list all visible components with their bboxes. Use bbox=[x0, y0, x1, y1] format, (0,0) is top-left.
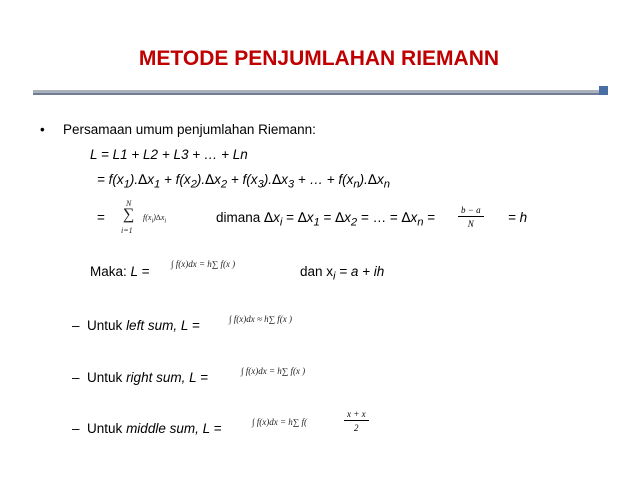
left-sum-formula: ∫ f(x)dx ≈ h∑ f(x ) bbox=[229, 314, 293, 324]
page-title: METODE PENJUMLAHAN RIEMANN bbox=[138, 47, 500, 70]
intro-text: Persamaan umum penjumlahan Riemann: bbox=[63, 122, 316, 137]
middle-sum-line: – Untuk middle sum, L = bbox=[72, 421, 222, 436]
maka-label: Maka: L = bbox=[90, 264, 150, 279]
bullet: • bbox=[40, 122, 45, 137]
title-rule-marker bbox=[599, 86, 608, 95]
right-sum-line: – Untuk right sum, L = bbox=[72, 370, 208, 385]
dan-text: dan $x_i = a$ + ih bbox=[300, 264, 385, 283]
left-sum-line: – Untuk left sum, L = bbox=[72, 318, 200, 333]
right-sum-formula: ∫ f(x)dx = h∑ f(x ) bbox=[241, 366, 306, 376]
dimana-text: dimana $\Delta x_i = \Delta x_1 = \Delta x_2$ = … = $\Delta x_n$ = bbox=[216, 210, 436, 229]
line-sum: = $f(x_1).\Delta x_1 + f(x_2).\Delta x_2 + f(x_3).\Delta x_3$ + … + $f(x_n).\Delta x_n$ bbox=[97, 172, 390, 191]
equals-h: = h bbox=[508, 210, 528, 225]
integral-formula: ∫ f(x)dx = h∑ f(x ) bbox=[171, 259, 236, 269]
fraction-b-minus-a-over-n: $\frac{b - a}{N}$ bbox=[458, 205, 484, 229]
eq-prefix: = bbox=[97, 210, 105, 225]
middle-sum-formula: ∫ f(x)dx = h∑ f( bbox=[252, 417, 307, 427]
middle-fraction: $\frac{x + x}{2}$ bbox=[344, 409, 369, 433]
title-rule-dark bbox=[33, 93, 608, 95]
sigma-formula: N ∑ i=1 $f(x_i)\Delta x_i$ bbox=[121, 199, 167, 235]
line-l: L = L1 + L2 + L3 + … + Ln bbox=[90, 147, 248, 162]
